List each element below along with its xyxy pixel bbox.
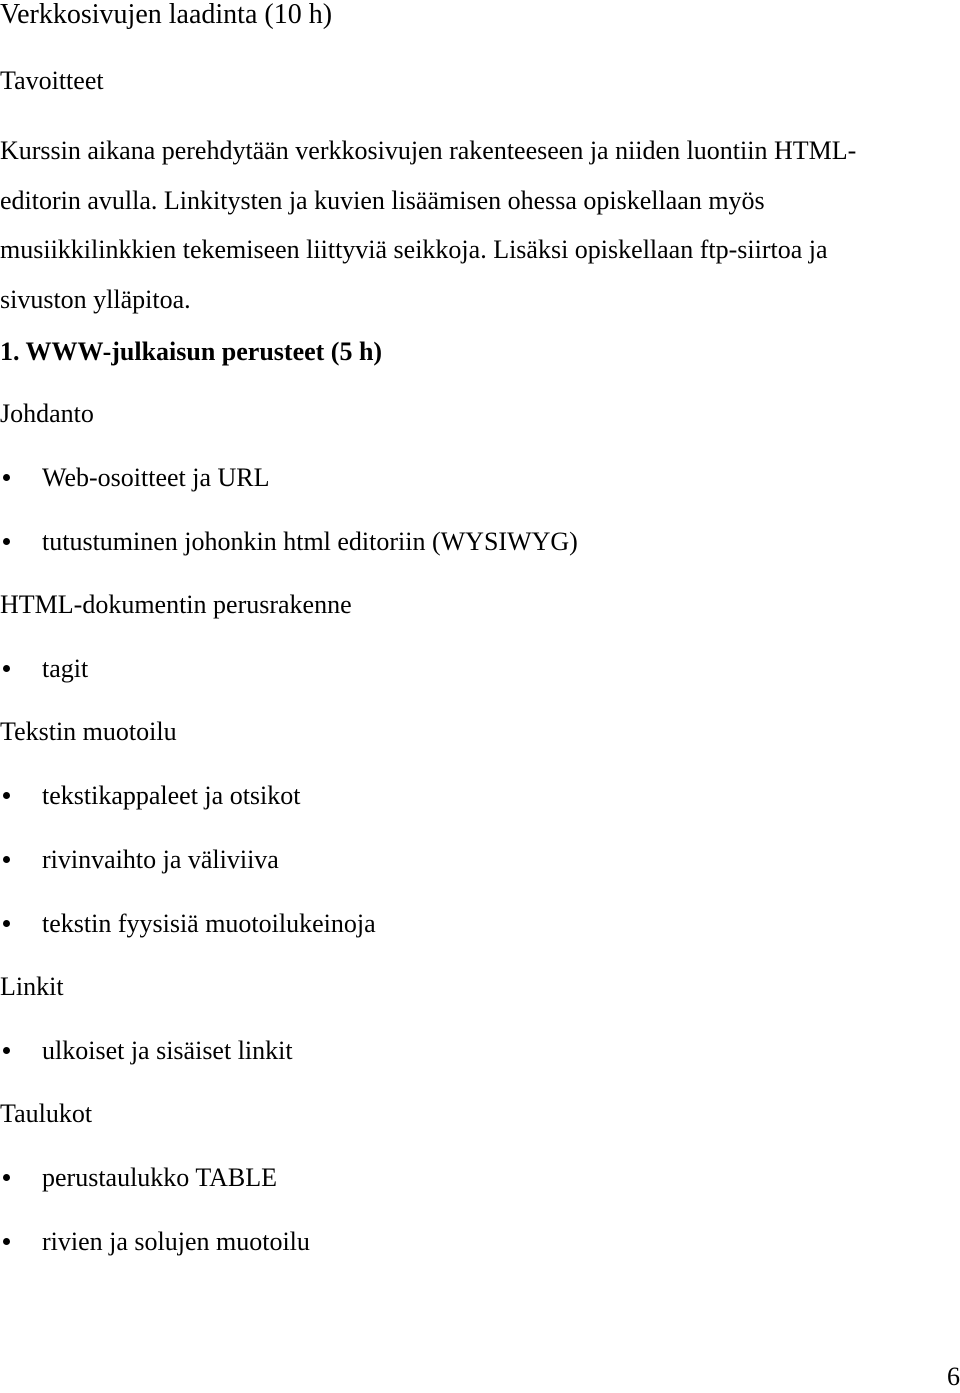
intro-line: musiikkilinkkien tekemiseen liittyviä seikkoja. Lisäksi opiskellaan ftp-siirtoa ja: [0, 235, 828, 264]
list-item-text: tagit: [42, 654, 89, 683]
topic-heading-johdanto: Johdanto: [0, 399, 94, 428]
topic-heading-html-structure: HTML-dokumentin perusrakenne: [0, 590, 352, 619]
goals-heading: Tavoitteet: [0, 66, 104, 95]
list-item-text: rivinvaihto ja väliviiva: [42, 845, 279, 874]
list-item-text: perustaulukko TABLE: [42, 1163, 278, 1192]
list-item-text: tekstin fyysisiä muotoilukeinoja: [42, 909, 376, 938]
topic-heading-links: Linkit: [0, 972, 64, 1001]
bullet-icon: [3, 474, 10, 481]
list-item-text: Web-osoitteet ja URL: [42, 463, 270, 492]
list-item-text: rivien ja solujen muotoilu: [42, 1227, 310, 1256]
bullet-icon: [3, 665, 10, 672]
intro-paragraph: [0, 126, 940, 324]
bullet-icon: [3, 1047, 10, 1054]
document-title: Verkkosivujen laadinta (10 h): [0, 0, 333, 30]
intro-line: Kurssin aikana perehdytään verkkosivujen rakenteeseen ja niiden luontiin HTML-: [0, 136, 857, 165]
list-item-text: tekstikappaleet ja otsikot: [42, 781, 301, 810]
topic-heading-text-formatting: Tekstin muotoilu: [0, 717, 177, 746]
topic-heading-tables: Taulukot: [0, 1099, 93, 1128]
bullet-icon: [3, 1174, 10, 1181]
list-item-text: tutustuminen johonkin html editoriin (WYSIWYG): [42, 527, 578, 556]
bullet-icon: [3, 1238, 10, 1245]
bullet-icon: [3, 792, 10, 799]
intro-line: editorin avulla. Linkitysten ja kuvien lisäämisen ohessa opiskellaan myös: [0, 185, 765, 215]
bullet-icon: [3, 920, 10, 927]
intro-line: sivuston ylläpitoa.: [0, 284, 191, 314]
bullet-icon: [3, 538, 10, 545]
list-item-text: ulkoiset ja sisäiset linkit: [42, 1036, 293, 1065]
section-title: 1. WWW-julkaisun perusteet (5 h): [0, 337, 383, 366]
page-number: 6: [947, 1362, 960, 1391]
bullet-icon: [3, 856, 10, 863]
